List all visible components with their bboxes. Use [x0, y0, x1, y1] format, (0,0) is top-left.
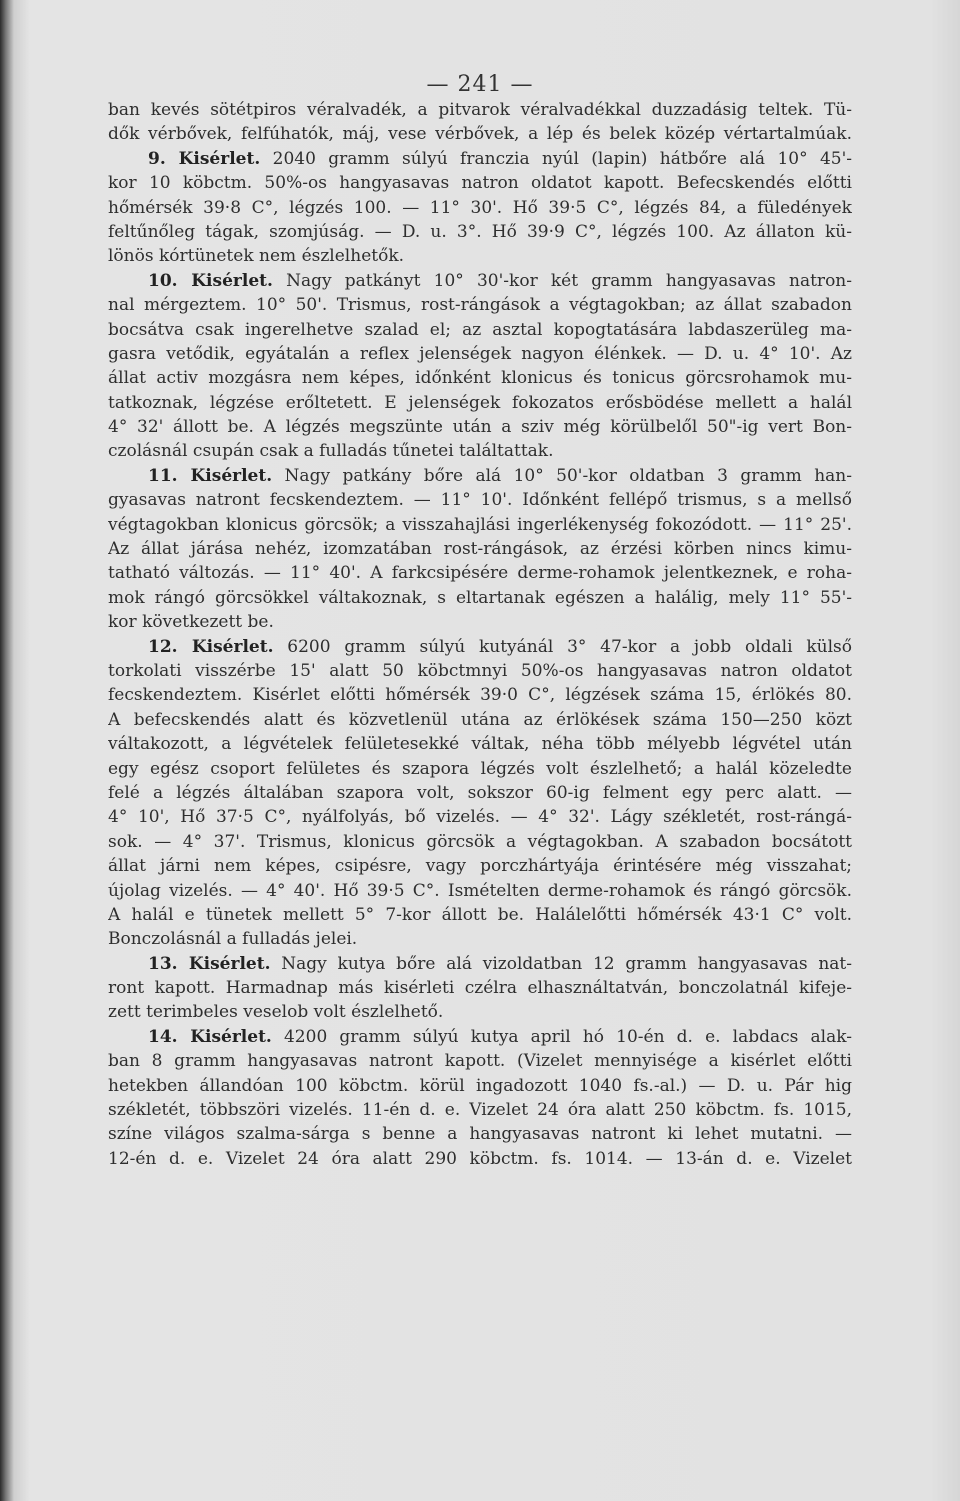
text-line: dők vérbővek, felfúhatók, máj, vese vérbővek, a lép és belek közép vértartalmúak. [108, 124, 852, 145]
text-line: 12-én d. e. Vizelet 24 óra alatt 290 köbctm. fs. 1014. — 13-án d. e. Vizelet [108, 1148, 852, 1169]
text-line: ront kapott. Harmadnap más kisérleti czélra elhasználtatván, bonczolatnál kifeje- [108, 978, 852, 999]
experiment-heading: 13. Kisérlet. [148, 953, 271, 974]
text-line: végtagokban klonicus görcsök; a visszahajlási ingerlékenység fokozódott. — 11° 25'. [108, 514, 852, 535]
text-line: 4° 32' állott be. A légzés megszünte után a sziv még körülbelől 50"-ig vert Bon- [108, 417, 852, 438]
text-line: nal mérgeztem. 10° 50'. Trismus, rost-rángások a végtagokban; az állat szabadon [108, 295, 852, 316]
experiment-heading-line: 9. Kisérlet. 2040 gramm súlyú franczia nyúl (lapin) hátbőre alá 10° 45'- [148, 148, 852, 169]
experiment-heading: 10. Kisérlet. [148, 270, 273, 291]
text-line: tatható változás. — 11° 40'. A farkcsipésére derme-rohamok jelentkeznek, e roha- [108, 563, 852, 584]
text-line: zett terimbeles veselob volt észlelhető. [108, 1002, 444, 1023]
experiment-heading-line: 13. Kisérlet. Nagy kutya bőre alá vizoldatban 12 gramm hangyasavas nat- [148, 953, 852, 974]
text-line: gasra vetődik, egyátalán a reflex jelenségek nagyon élénkek. — D. u. 4° 10'. Az [108, 343, 852, 364]
text-line: felé a légzés általában szapora volt, sokszor 60-ig felment egy perc alatt. — [108, 782, 852, 803]
text-line: állat járni nem képes, csipésre, vagy porczhártyája érintésére még visszahat; [108, 856, 852, 877]
experiment-heading: 11. Kisérlet. [148, 465, 273, 486]
text-line: torkolati visszérbe 15' alatt 50 köbctmnyi 50%-os hangyasavas natron oldatot [108, 660, 852, 681]
text-line: mok rángó görcsökkel váltakoznak, s eltartanak egészen a halálig, mely 11° 55'- [108, 587, 852, 608]
text-line: lönös kórtünetek nem észlelhetők. [108, 246, 405, 267]
page-number: — 241 — [426, 72, 534, 97]
text-line: ban 8 gramm hangyasavas natront kapott. (Vizelet mennyisége a kisérlet előtti [108, 1051, 852, 1072]
text-line: czolásnál csupán csak a fulladás tűnetei találtattak. [108, 441, 554, 462]
text-line: bocsátva csak ingerelhetve szalad el; az asztal kopogtatására labdaszerüleg ma- [108, 319, 852, 340]
text-line: egy egész csoport felületes és szapora légzés volt észlelhető; a halál közeledte [108, 758, 852, 779]
text-line: váltakozott, a légvételek felületesekké váltak, néha több mélyebb légvétel után [108, 734, 852, 755]
text-line: feltűnőleg tágak, szomjúság. — D. u. 3°. Hő 39·9 C°, légzés 100. Az állaton kü- [108, 221, 852, 242]
text-line: kor következett be. [108, 612, 274, 633]
text-line: 4° 10', Hő 37·5 C°, nyálfolyás, bő vizelés. — 4° 32'. Lágy székletét, rost-rángá- [108, 807, 852, 828]
text-line: hőmérsék 39·8 C°, légzés 100. — 11° 30'. Hő 39·5 C°, légzés 84, a füledények [108, 197, 852, 218]
text-line: székletét, többszöri vizelés. 11-én d. e. Vizelet 24 óra alatt 250 köbctm. fs. 1015, [108, 1100, 852, 1121]
experiment-heading-line: 12. Kisérlet. 6200 gramm súlyú kutyánál 3° 47-kor a jobb oldali külső [148, 636, 852, 657]
experiment-heading-line: 10. Kisérlet. Nagy patkányt 10° 30'-kor két gramm hangyasavas natron- [148, 270, 852, 291]
text-line: sok. — 4° 37'. Trismus, klonicus görcsök a végtagokban. A szabadon bocsátott [108, 831, 852, 852]
body-text [108, 98, 852, 1171]
text-line: A halál e tünetek mellett 5° 7-kor állott be. Halálelőtti hőmérsék 43·1 C° volt. [108, 904, 852, 925]
text-line: Az állat járása nehéz, izomzatában rost-rángások, az érzési körben nincs kimu- [108, 539, 852, 560]
text-line: ban kevés sötétpiros véralvadék, a pitvarok véralvadékkal duzzadásig teltek. Tü- [108, 100, 852, 120]
experiment-heading: 12. Kisérlet. [148, 636, 274, 657]
text-line: A befecskendés alatt és közvetlenül utána az érlökések száma 150—250 közt [108, 709, 852, 730]
text-line: színe világos szalma-sárga s benne a hangyasavas natront ki lehet mutatni. — [108, 1124, 852, 1145]
text-line: tatkoznak, légzése erőltetett. E jelenségek fokozatos erősbödése mellett a halál [108, 392, 852, 413]
text-line: gyasavas natront fecskendeztem. — 11° 10'. Időnként fellépő trismus, s a mellső [108, 490, 852, 511]
experiment-heading: 14. Kisérlet. [148, 1026, 272, 1047]
experiment-heading-line: 11. Kisérlet. Nagy patkány bőre alá 10° 50'-kor oldatban 3 gramm han- [148, 465, 852, 486]
text-line: hetekben állandóan 100 köbctm. körül ingadozott 1040 fs.-al.) — D. u. Pár hig [108, 1075, 852, 1096]
text-line: kor 10 köbctm. 50%-os hangyasavas natron oldatot kapott. Befecskendés előtti [108, 173, 852, 194]
experiment-heading-line: 14. Kisérlet. 4200 gramm súlyú kutya april hó 10-én d. e. labdacs alak- [148, 1026, 852, 1047]
text-line: fecskendeztem. Kisérlet előtti hőmérsék 39·0 C°, légzések száma 15, érlökés 80. [108, 685, 852, 706]
text-line: újolag vizelés. — 4° 40'. Hő 39·5 C°. Ismételten derme-rohamok és rángó görcsök. [108, 880, 852, 901]
text-line: állat activ mozgásra nem képes, időnként klonicus és tonicus görcsrohamok mu- [108, 368, 852, 389]
text-line: Bonczolásnál a fulladás jelei. [108, 929, 358, 950]
experiment-heading: 9. Kisérlet. [148, 148, 261, 169]
